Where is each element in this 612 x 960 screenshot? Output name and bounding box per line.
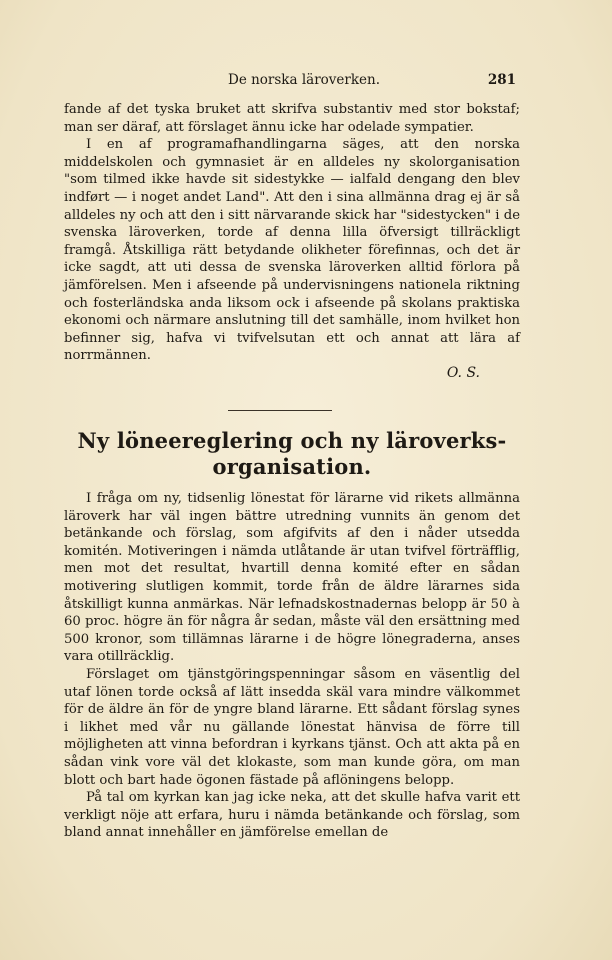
previous-article-ending [64, 101, 520, 383]
article-body [64, 490, 520, 842]
running-title: De norska läroverken. [228, 72, 381, 88]
paragraph: I fråga om ny, tidsenlig lönestat för lärarne vid rikets allmänna läroverk har väl ingen bättre utredning vunnits än genom det betänkande och förslag, som afgifvits af den i nåder utsedda komitén. Motiveringen i nämda utlåtande är utan tvifvel förträfflig, men mot det resultat, hvartill denna komité efter en sådan motivering slutligen kommit, torde från de äldre lärarnes sida åtskilligt kunna anmärkas. När lefnadskostnadernas belopp är 50 à 60 proc. högre än för några år sedan, måste väl den ersättning med 500 kronor, som tillämnas lärarne i de högre lönegraderna, anses vara otillräcklig. [64, 491, 520, 665]
paragraph: fande af det tyska bruket att skrifva substantiv med stor bokstaf; man ser däraf, att förslaget ännu icke har odelade sympatier. [64, 102, 520, 135]
paragraph: I en af programafhandlingarna säges, att den norska middelskolen och gymnasiet är en alldeles ny skolorganisation "som tilmed ikke havde sit sidestykke — ialfald dengang den blev indført — i noget andet Land". Att den i sina allmänna drag ej är så alldeles ny och att den i sitt närvarande skick har "sidestycken" i de svenska läroverken, torde af denna lilla öfversigt tillräckligt framgå. Åtskilliga rätt betydande olikheter förefinnas, och det är icke sagdt, att uti dessa de svenska läroverken alltid förlora på jämförelsen. Men i afseende på undervisningens nationela riktning och fosterländska anda liksom ock i afseende på skolans praktiska ekonomi och närmare anslutning till det samhälle, inom hvilket hon befinner sig, hafva vi tvifvelsutan ett och annat att lära af norrmännen. [64, 137, 520, 364]
page-number: 281 [487, 72, 516, 88]
article-title [64, 428, 520, 480]
page-header [96, 72, 516, 94]
paragraph: Förslaget om tjänstgöringspenningar såsom en väsentlig del utaf lönen torde också af lätt insedda skäl vara mindre välkommet för de äldre än för de yngre bland lärarne. Ett sådant förslag synes i likhet med vår nu gällande lönestat hänvisa de förre till möjligheten att vinna befordran i kyrkans tjänst. Och att akta på en sådan vink vore väl det klokaste, som man kunde göra, om man blott och bart hade ögonen fästade på aflöningens belopp. [64, 666, 520, 788]
section-divider [228, 410, 332, 411]
author-signature: O. S. [446, 364, 480, 381]
article-title-line: organisation. [212, 454, 372, 479]
article-title-line: Ny löneereglering och ny läroverks- [77, 428, 507, 453]
paragraph: På tal om kyrkan kan jag icke neka, att det skulle hafva varit ett verkligt nöje att erfara, huru i nämda betänkande och förslag, som bland annat innehåller en jämförelse emellan de [64, 790, 520, 841]
